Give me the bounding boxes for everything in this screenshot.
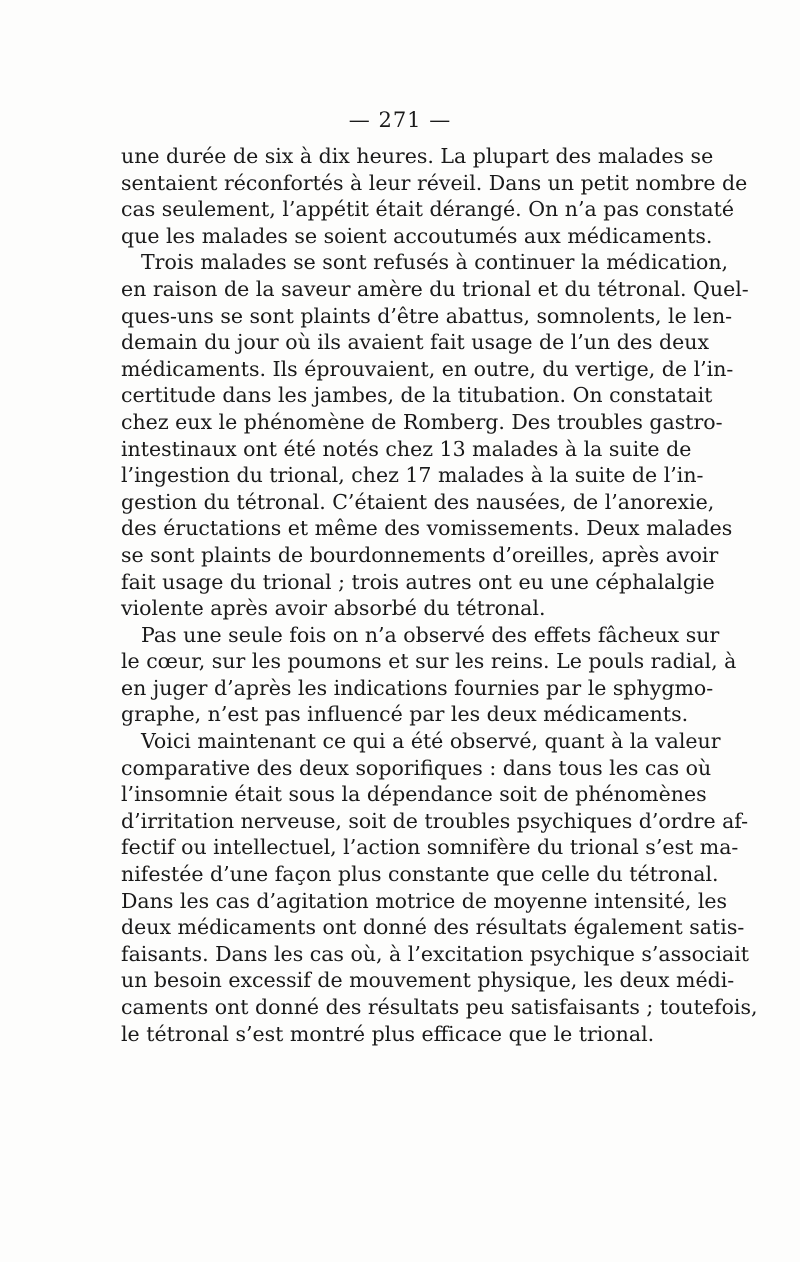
paragraph-3 xyxy=(121,622,737,728)
paragraph-1 xyxy=(121,143,748,249)
text-line: graphe, n’est pas influencé par les deux médicaments. xyxy=(121,702,689,727)
text-line: caments ont donné des résultats peu satisfaisants ; toutefois, xyxy=(121,995,758,1019)
text-line: cas seulement, l’appétit était dérangé. On n’a pas constaté xyxy=(121,197,734,222)
text-line: un besoin excessif de mouvement physique, les deux médi- xyxy=(121,968,735,993)
text-line: une durée de six à dix heures. La plupart des malades se xyxy=(121,144,714,168)
text-line: demain du jour où ils avaient fait usage de l’un des deux xyxy=(121,330,710,355)
body-text xyxy=(121,143,758,1047)
text-line: chez eux le phénomène de Romberg. Des troubles gastro- xyxy=(121,409,723,434)
text-line: que les malades se soient accoutumés aux médicaments. xyxy=(121,223,713,248)
text-line: fectif ou intellectuel, l’action somnifère du trional s’est ma- xyxy=(121,835,739,860)
text-line: Trois malades se sont refusés à continuer la médication, xyxy=(141,250,729,275)
text-line: faisants. Dans les cas où, à l’excitation psychique s’associait xyxy=(121,941,750,966)
paragraph-4 xyxy=(121,728,758,1047)
text-line: comparative des deux soporifiques : dans tous les cas où xyxy=(121,755,712,780)
text-line: Dans les cas d’agitation motrice de moyenne intensité, les xyxy=(121,888,728,913)
text-line: violente après avoir absorbé du tétronal. xyxy=(121,596,546,621)
text-line: d’irritation nerveuse, soit de troubles psychiques d’ordre af- xyxy=(121,808,749,833)
text-line: intestinaux ont été notés chez 13 malades à la suite de xyxy=(121,436,692,461)
text-line: en juger d’après les indications fournies par le sphygmo- xyxy=(121,675,714,700)
text-line: deux médicaments ont donné des résultats également satis- xyxy=(121,915,745,940)
text-line: le tétronal s’est montré plus efficace que le trional. xyxy=(121,1021,655,1046)
text-line: médicaments. Ils éprouvaient, en outre, du vertige, de l’in- xyxy=(121,356,734,381)
text-line: nifestée d’une façon plus constante que celle du tétronal. xyxy=(121,862,719,887)
text-line: l’ingestion du trional, chez 17 malades à la suite de l’in- xyxy=(121,463,704,488)
text-line: ques-uns se sont plaints d’être abattus, somnolents, le len- xyxy=(121,303,733,328)
text-line: Pas une seule fois on n’a observé des effets fâcheux sur xyxy=(141,622,720,647)
text-line: sentaient réconfortés à leur réveil. Dans un petit nombre de xyxy=(121,170,748,195)
text-line: l’insomnie était sous la dépendance soit de phénomènes xyxy=(121,782,707,807)
paragraph-2 xyxy=(121,249,749,621)
page-number: — 271 — xyxy=(348,108,452,132)
text-line: certitude dans les jambes, de la titubation. On constatait xyxy=(121,383,713,408)
text-line: des éructations et même des vomissements. Deux malades xyxy=(121,516,733,541)
text-line: gestion du tétronal. C’étaient des nausées, de l’anorexie, xyxy=(121,489,715,514)
text-line: le cœur, sur les poumons et sur les reins. Le pouls radial, à xyxy=(121,649,737,674)
text-line: Voici maintenant ce qui a été observé, quant à la valeur xyxy=(141,729,721,754)
text-line: se sont plaints de bourdonnements d’oreilles, après avoir xyxy=(121,542,719,567)
text-line: en raison de la saveur amère du trional et du tétronal. Quel- xyxy=(121,276,749,301)
text-line: fait usage du trional ; trois autres ont eu une céphalalgie xyxy=(121,569,715,594)
